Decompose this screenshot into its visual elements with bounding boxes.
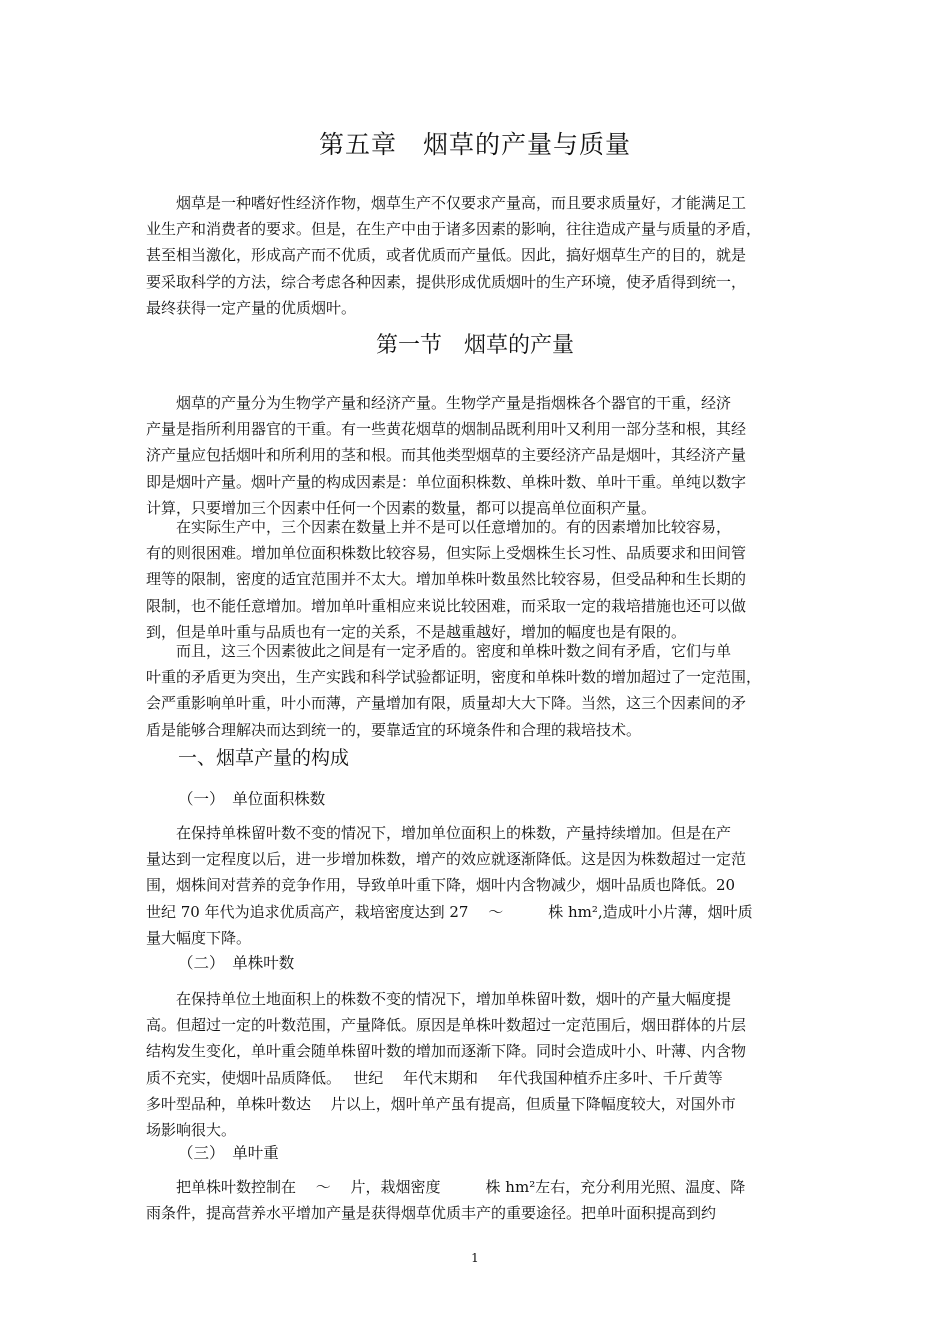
- subheading-plants-per-area: （一） 单位面积株数: [178, 790, 326, 808]
- text-line: 世纪 70 年代为追求优质高产，栽培密度达到 27 ～ 株 hm²,造成叶小片薄，烟叶质: [146, 902, 753, 921]
- text-line: 即是烟叶产量。烟叶产量的构成因素是：单位面积株数、单株叶数、单叶干重。单纯以数字: [146, 472, 747, 491]
- text-line: 理等的限制，密度的适宜范围并不太大。增加单株叶数虽然比较容易，但受品种和生长期的: [146, 570, 747, 589]
- text-line: 在保持单位土地面积上的株数不变的情况下，增加单株留叶数，烟叶的产量大幅度提: [146, 990, 732, 1008]
- paragraph-plants-per-area: [146, 820, 806, 951]
- text-line: 业生产和消费者的要求。但是，在生产中由于诸多因素的影响，往往造成产量与质量的矛盾，: [146, 220, 762, 239]
- text-line: 而且，这三个因素彼此之间是有一定矛盾的。密度和单株叶数之间有矛盾，它们与单: [146, 642, 732, 660]
- text-line: 在实际生产中，三个因素在数量上并不是可以任意增加的。有的因素增加比较容易，: [146, 518, 732, 536]
- paragraph-practical-production: [146, 514, 806, 645]
- text-line: 盾是能够合理解决而达到统一的，要靠适宜的环境条件和合理的栽培技术。: [146, 720, 642, 739]
- text-line: 甚至相当激化，形成高产而不优质，或者优质而产量低。因此，搞好烟草生产的目的，就是: [146, 246, 747, 265]
- text-line: 雨条件，提高营养水平增加产量是获得烟草优质丰产的重要途径。把单叶面积提高到约: [146, 1204, 717, 1223]
- text-line: 围，烟株间对营养的竞争作用，导致单叶重下降，烟叶内含物减少，烟叶品质也降低。20: [146, 876, 736, 895]
- paragraph-single-leaf-weight: [146, 1174, 806, 1226]
- text-line: 烟草是一种嗜好性经济作物，烟草生产不仅要求产量高，而且要求质量好，才能满足工: [146, 194, 747, 212]
- intro-paragraph: [146, 190, 806, 321]
- text-line: 烟草的产量分为生物学产量和经济产量。生物学产量是指烟株各个器官的干重，经济: [146, 394, 732, 412]
- text-line: 限制，也不能任意增加。增加单叶重相应来说比较困难，而采取一定的栽培措施也还可以做: [146, 596, 747, 615]
- text-line: 多叶型品种，单株叶数达 片以上，烟叶单产虽有提高，但质量下降幅度较大，对国外市: [146, 1094, 736, 1113]
- text-line: 把单株叶数控制在 ～ 片，栽烟密度 株 hm²左右，充分利用光照、温度、降: [146, 1178, 746, 1196]
- text-line: 济产量应包括烟叶和所利用的茎和根。而其他类型烟草的主要经济产品是烟叶，其经济产量: [146, 446, 747, 465]
- text-line: 计算，只要增加三个因素中任何一个因素的数量，都可以提高单位面积产量。: [146, 498, 657, 517]
- text-line: 质不充实，使烟叶品质降低。 世纪 年代末期和 年代我国种植乔庄多叶、千斤黄等: [146, 1068, 723, 1087]
- section-title: 第一节 烟草的产量: [375, 333, 574, 358]
- paragraph-yield-definition: [146, 390, 806, 521]
- text-line: 结构发生变化，单叶重会随单株留叶数的增加而逐渐下降。同时会造成叶小、叶薄、内含物: [146, 1042, 747, 1061]
- text-line: 最终获得一定产量的优质烟叶。: [146, 298, 357, 317]
- text-line: 会严重影响单叶重，叶小而薄，产量增加有限，质量却大大下降。当然，这三个因素间的矛: [146, 694, 747, 713]
- subheading-leaves-per-plant: （二） 单株叶数: [178, 954, 295, 972]
- chapter-title: 第五章 烟草的产量与质量: [318, 130, 631, 159]
- paragraph-factor-conflicts: [146, 638, 806, 743]
- text-line: 要采取科学的方法，综合考虑各种因素，提供形成优质烟叶的生产环境，使矛盾得到统一，: [146, 272, 747, 291]
- text-line: 有的则很困难。增加单位面积株数比较容易，但实际上受烟株生长习性、品质要求和田间管: [146, 544, 747, 563]
- page-number: 1: [471, 1251, 479, 1265]
- text-line: 量达到一定程度以后，进一步增加株数，增产的效应就逐渐降低。这是因为株数超过一定范: [146, 850, 747, 869]
- text-line: 量大幅度下降。: [146, 928, 252, 947]
- heading-yield-composition: 一、烟草产量的构成: [178, 747, 350, 769]
- text-line: 在保持单株留叶数不变的情况下，增加单位面积上的株数，产量持续增加。但是在产: [146, 824, 732, 842]
- paragraph-leaves-per-plant: [146, 986, 806, 1143]
- text-line: 产量是指所利用器官的干重。有一些黄花烟草的烟制品既利用叶又利用一部分茎和根，其经: [146, 420, 747, 439]
- text-line: 叶重的矛盾更为突出，生产实践和科学试验都证明，密度和单株叶数的增加超过了一定范围，: [146, 668, 762, 687]
- text-line: 高。但超过一定的叶数范围，产量降低。原因是单株叶数超过一定范围后，烟田群体的片层: [146, 1016, 747, 1035]
- subheading-single-leaf-weight: （三） 单叶重: [178, 1144, 279, 1162]
- text-line: 到，但是单叶重与品质也有一定的关系，不是越重越好，增加的幅度也是有限的。: [146, 622, 687, 641]
- text-line: 场影响很大。: [146, 1120, 237, 1139]
